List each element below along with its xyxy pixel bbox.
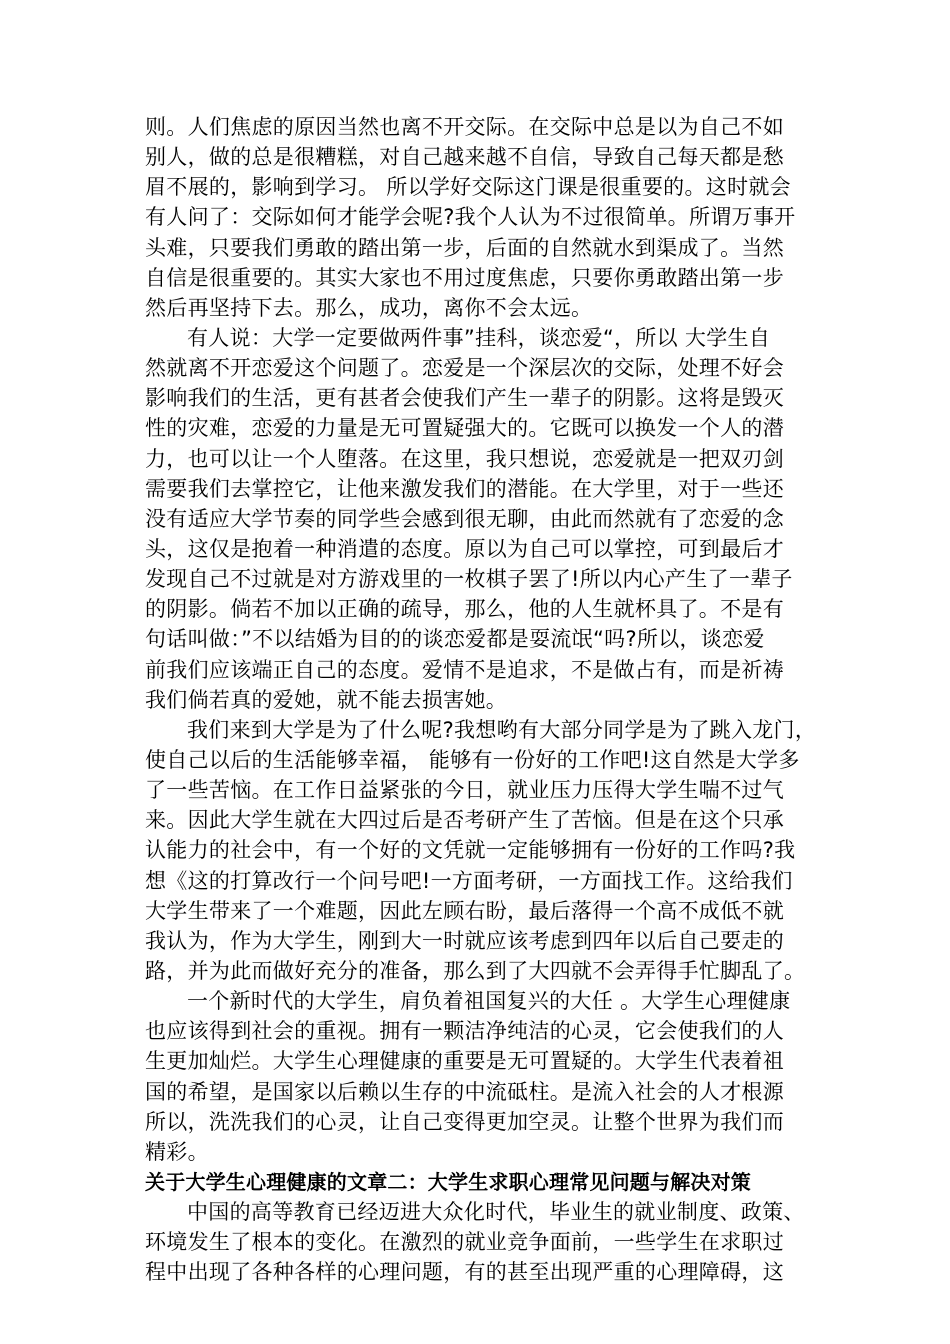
text-line: 中国的高等教育已经迈进大众化时代，毕业生的就业制度、政策、: [187, 1200, 805, 1225]
text-line: 一个新时代的大学生，肩负着祖国复兴的大任 。大学生心理健康: [187, 989, 791, 1014]
text-line: 程中出现了各种各样的心理问题，有的甚至出现严重的心理障碍，这: [145, 1260, 784, 1285]
text-line: 想《这的打算改行一个问号吧!一方面考研，一方面找工作。这给我们: [145, 868, 793, 893]
text-line: 生更加灿烂。大学生心理健康的重要是无可置疑的。大学生代表着祖: [145, 1049, 784, 1074]
text-line: 头，这仅是抱着一种消遣的态度。原以为自己可以掌控，可到最后才: [145, 536, 784, 561]
text-line: 然后再坚持下去。那么，成功，离你不会太远。: [145, 295, 593, 320]
text-line: 来。因此大学生就在大四过后是否考研产生了苦恼。但是在这个只承: [145, 808, 784, 833]
text-line: 有人问了：交际如何才能学会呢?我个人认为不过很简单。所谓万事开: [145, 205, 796, 230]
text-line: 没有适应大学节奏的同学些会感到很无聊，由此而然就有了恋爱的念: [145, 506, 784, 531]
text-line: 了一些苦恼。在工作日益紧张的今日，就业压力压得大学生喘不过气: [145, 778, 784, 803]
text-line: 环境发生了根本的变化。在激烈的就业竞争面前，一些学生在求职过: [145, 1230, 784, 1255]
text-line: 也应该得到社会的重视。拥有一颗洁净纯洁的心灵，它会使我们的人: [145, 1019, 784, 1044]
text-line: 大学生带来了一个难题，因此左顾右盼，最后落得一个高不成低不就: [145, 898, 784, 923]
text-line: 力，也可以让一个人堕落。在这里，我只想说，恋爱就是一把双刃剑: [145, 446, 784, 471]
text-line: 自信是很重要的。其实大家也不用过度焦虑，只要你勇敢踏出第一步: [145, 265, 784, 290]
text-line: 我们倘若真的爱她，就不能去损害她。: [145, 687, 508, 712]
text-line: 精彩。: [145, 1139, 209, 1164]
text-line: 然就离不开恋爱这个问题了。恋爱是一个深层次的交际，处理不好会: [145, 356, 784, 381]
text-line: 我认为，作为大学生，刚到大一时就应该考虑到四年以后自己要走的: [145, 928, 784, 953]
text-line: 路，并为此而做好充分的准备，那么到了大四就不会弄得手忙脚乱了。: [145, 958, 806, 983]
text-line: 句话叫做：”不以结婚为目的的谈恋爱都是耍流氓“吗?所以，谈恋爱: [145, 627, 765, 652]
text-line: 需要我们去掌控它，让他来激发我们的潜能。在大学里，对于一些还: [145, 476, 784, 501]
text-line: 我们来到大学是为了什么呢?我想哟有大部分同学是为了跳入龙门，: [187, 717, 817, 742]
text-line: 性的灾难，恋爱的力量是无可置疑强大的。它既可以换发一个人的潜: [145, 416, 784, 441]
paragraph: [145, 323, 809, 715]
paragraph: [145, 1197, 809, 1287]
text-line: 的阴影。倘若不加以正确的疏导，那么，他的人生就杯具了。不是有: [145, 597, 784, 622]
text-line: 认能力的社会中，有一个好的文凭就一定能够拥有一份好的工作吗?我: [145, 838, 796, 863]
text-line: 有人说：大学一定要做两件事”挂科，谈恋爱“，所以 大学生自: [187, 325, 771, 350]
text-line: 国的希望，是国家以后赖以生存的中流砥柱。是流入社会的人才根源: [145, 1079, 784, 1104]
text-line: 影响我们的生活，更有甚者会使我们产生一辈子的阴影。这将是毁灭: [145, 386, 784, 411]
text-line: 眉不展的，影响到学习。 所以学好交际这门课是很重要的。这时就会: [145, 175, 791, 200]
text-line: 使自己以后的生活能够幸福， 能够有一份好的工作吧!这自然是大学多: [145, 747, 800, 772]
text-line: 则。人们焦虑的原因当然也离不开交际。在交际中总是以为自己不如: [145, 115, 784, 139]
text-line: 发现自己不过就是对方游戏里的一枚棋子罢了!所以内心产生了一辈子: [145, 567, 793, 592]
paragraph: [145, 715, 817, 986]
paragraph: [145, 112, 809, 323]
text-line: 所以，洗洗我们的心灵，让自己变得更加空灵。让整个世界为我们而: [145, 1109, 784, 1134]
text-line: 头难，只要我们勇敢的踏出第一步，后面的自然就水到渠成了。当然: [145, 235, 784, 260]
text-line: 别人，做的总是很糟糕，对自己越来越不自信，导致自己每天都是愁: [145, 145, 784, 170]
document-page: [145, 112, 817, 1287]
text-line: 前我们应该端正自己的态度。爱情不是追求，不是做占有，而是祈祷: [145, 657, 784, 682]
section-heading: 关于大学生心理健康的文章二：大学生求职心理常见问题与解决对策: [145, 1169, 751, 1194]
paragraph: [145, 986, 809, 1167]
